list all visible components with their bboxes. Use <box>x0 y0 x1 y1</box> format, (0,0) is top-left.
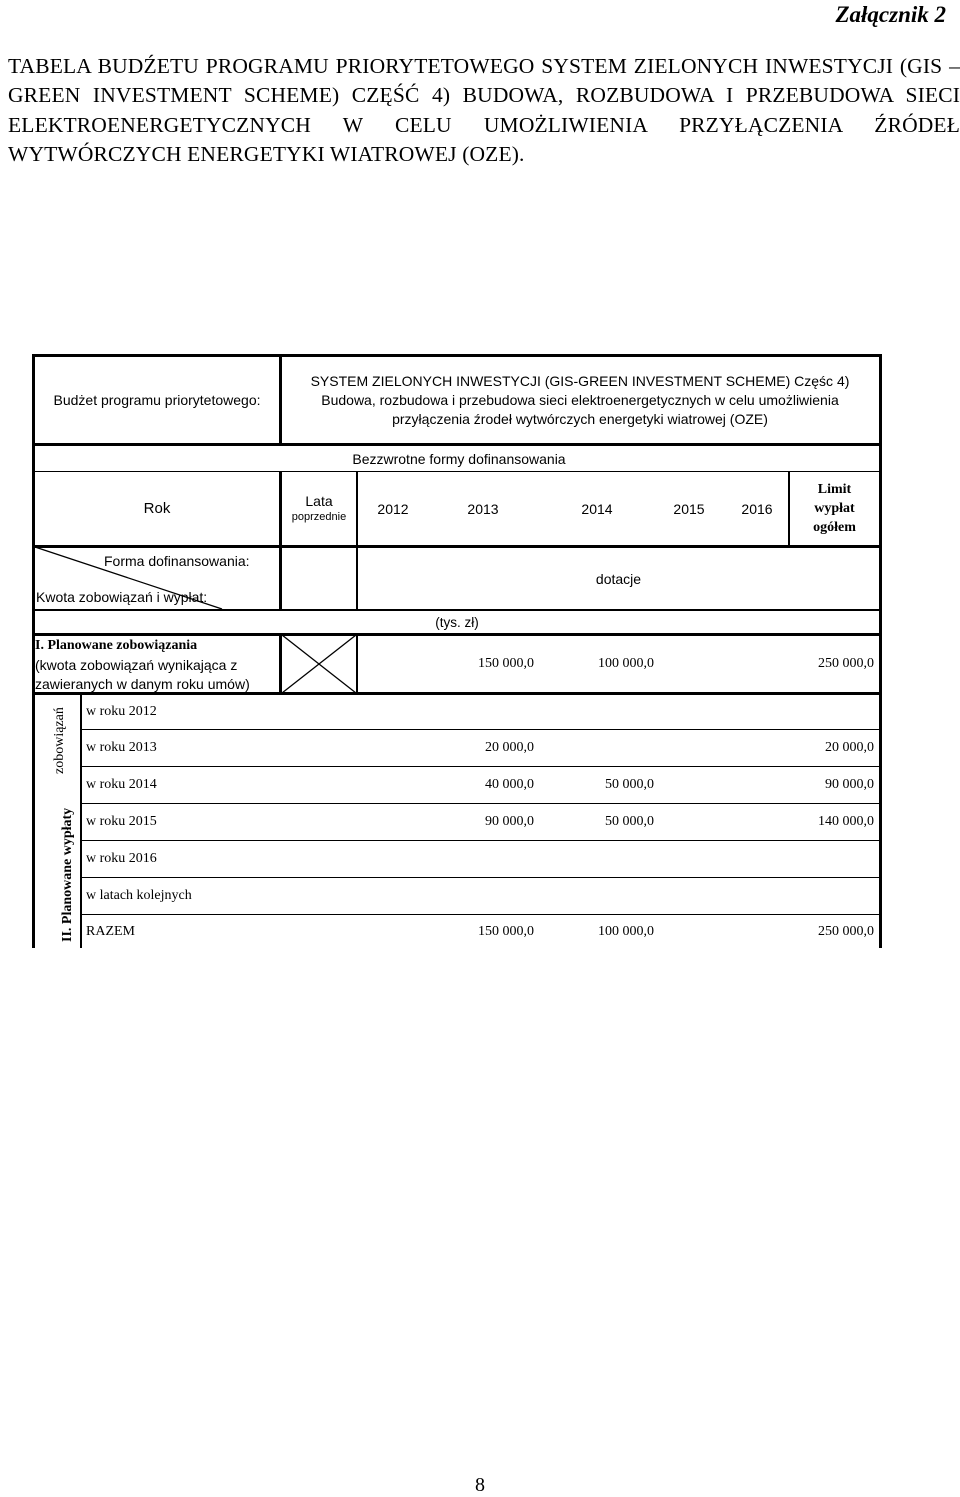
payment-value: 90 000,0 <box>825 777 874 792</box>
payment-value: 20 000,0 <box>485 740 534 755</box>
annex-label: Załącznik 2 <box>835 2 946 27</box>
unit-label: (tys. zł) <box>435 614 479 630</box>
program-name: SYSTEM ZIELONYCH INWESTYCJI (GIS-GREEN INVESTMENT SCHEME) Częśc 4) Budowa, rozbudowa i przebudowa sieci elektroenergetycznych w celu umożliwienia przyłączenia źrodeł wytwórczych energetyki wiatrowej (OZE) <box>310 372 850 427</box>
commitment-value: 250 000,0 <box>818 656 874 671</box>
limit-header-line: Limit <box>817 482 852 497</box>
payment-row-label: w roku 2015 <box>86 814 157 829</box>
prior-years-bottom: poprzednie <box>291 510 347 523</box>
payment-row-label: w roku 2012 <box>86 704 157 719</box>
payment-value: 50 000,0 <box>605 777 654 792</box>
year-header: 2013 <box>467 500 499 517</box>
payment-total-value: 100 000,0 <box>598 923 654 939</box>
payment-value: 90 000,0 <box>485 814 534 829</box>
payment-total-value: 250 000,0 <box>818 923 874 939</box>
commitments-title: I. Planowane zobowiązania <box>35 638 198 653</box>
payments-side-label: zobowiązań <box>52 707 67 774</box>
limit-header <box>790 472 879 545</box>
year-label: Rok <box>143 500 171 517</box>
page-number: 8 <box>475 1474 485 1496</box>
commitment-value: 100 000,0 <box>598 656 654 671</box>
document-title: TABELA BUDŹETU PROGRAMU PRIORYTETOWEGO SYSTEM ZIELONYCH INWESTYCJI (GIS – GREEN INVESTMENT SCHEME) CZĘŚĆ 4) BUDOWA, ROZBUDOWA I PRZEBUDOWA SIECI ELEKTROENERGETYCZNYCH W CELU UMOŻLIWIENIA PRZYŁĄCZENIA ŹRÓDEŁ WYTWÓRCZYCH ENERGETYKI WIATROWEJ (OZE). <box>8 54 960 166</box>
payment-value: 50 000,0 <box>605 814 654 829</box>
commitment-value: 150 000,0 <box>478 656 534 671</box>
payment-row-label: w latach kolejnych <box>86 888 192 903</box>
year-header: 2012 <box>377 500 409 517</box>
payment-value: 20 000,0 <box>825 740 874 755</box>
payment-total-value: 150 000,0 <box>478 923 534 939</box>
prior-years-top: Lata <box>305 492 333 509</box>
commitments-subtitle: (kwota zobowiązań wynikająca z <box>35 657 238 673</box>
commitments-subtitle: zawieranych w danym roku umów) <box>35 676 250 692</box>
payment-total-label: RAZEM <box>86 923 135 939</box>
payment-row-label: w roku 2016 <box>86 851 157 866</box>
budget-label: Budżet programu priorytetowego: <box>53 392 261 408</box>
payment-row-label: w roku 2014 <box>86 777 157 792</box>
limit-header-line: wypłat <box>814 501 855 516</box>
form-label: Forma dofinansowania: <box>104 553 250 569</box>
year-header: 2014 <box>581 500 613 517</box>
payment-row-label: w roku 2013 <box>86 740 157 755</box>
prior-years-header <box>282 472 356 545</box>
budget-table <box>32 354 882 948</box>
form-value: dotacje <box>595 570 642 587</box>
amount-label: Kwota zobowiązań i wypłat: <box>36 589 208 605</box>
payment-value: 40 000,0 <box>485 777 534 792</box>
limit-header-line: ogółem <box>813 520 856 535</box>
year-header: 2016 <box>741 500 773 517</box>
payments-side-label: II. Planowane wypłaty <box>60 807 75 942</box>
payment-value: 140 000,0 <box>818 814 874 829</box>
financing-type: Bezzwrotne formy dofinansowania <box>352 450 566 467</box>
year-header: 2015 <box>673 500 705 517</box>
